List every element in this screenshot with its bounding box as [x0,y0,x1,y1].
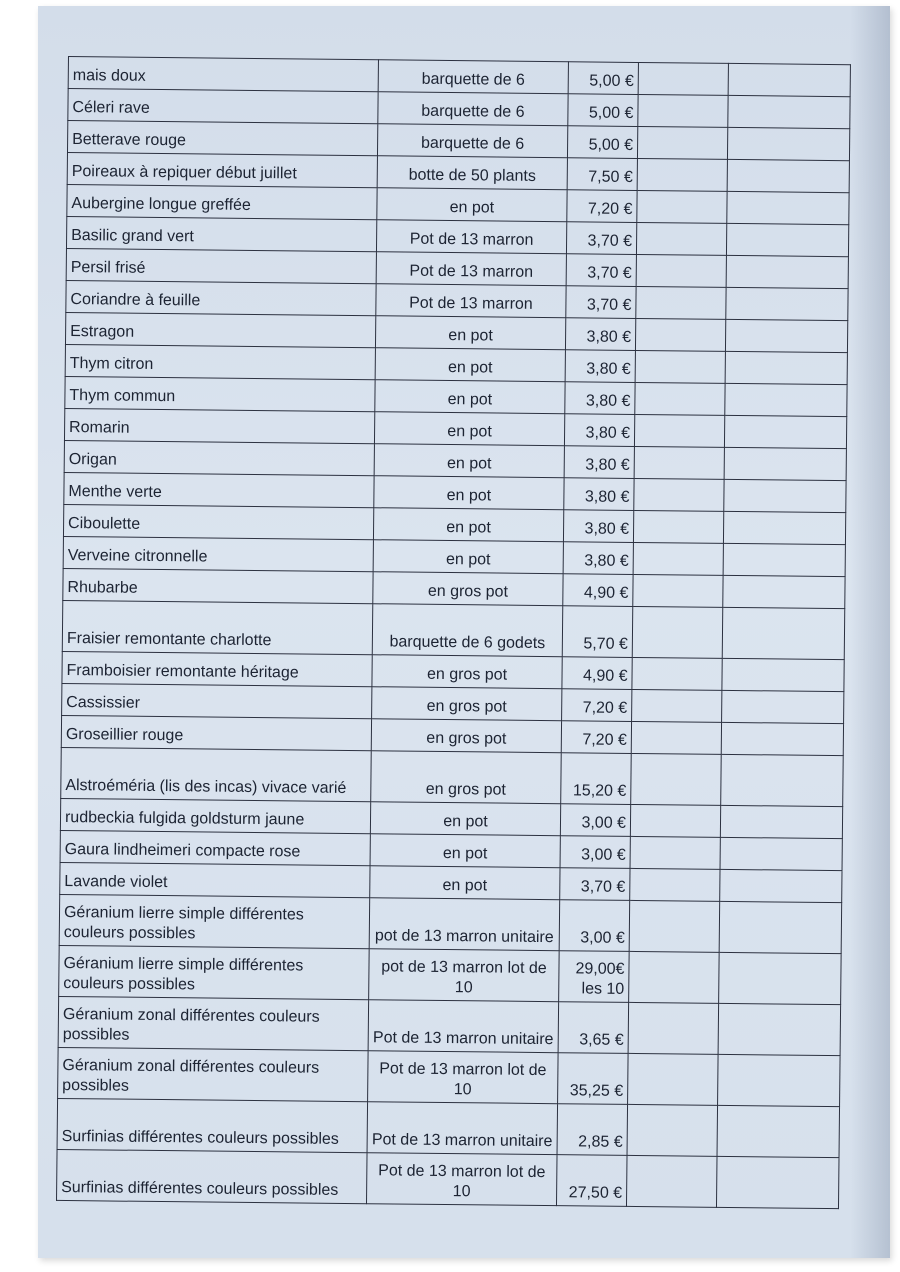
total-cell [727,127,849,160]
packaging: en pot [375,316,565,350]
packaging: barquette de 6 [377,124,567,158]
packaging: pot de 13 marron lot de 10 [369,949,560,1002]
price: 7,50 € [567,158,637,191]
price: 3,80 € [565,318,635,351]
plant-name: Rhubarbe [63,568,373,603]
price: 3,80 € [564,478,634,511]
table-row [57,1149,839,1208]
plant-name: Estragon [65,312,375,347]
plant-name: Ciboulette [63,504,373,539]
total-cell [724,415,846,448]
price: 35,25 € [558,1053,629,1105]
packaging: Pot de 13 marron [376,284,566,318]
plant-name: Aubergine longue greffée [67,184,377,219]
quantity-cell [636,254,726,287]
packaging: en pot [377,188,567,222]
quantity-cell [630,804,720,837]
total-cell [728,95,850,128]
quantity-cell [626,1155,717,1207]
quantity-cell [629,951,720,1003]
price: 7,20 € [567,190,637,223]
price: 5,00 € [568,62,638,95]
total-cell [725,351,847,384]
quantity-cell [633,510,723,543]
price: 3,80 € [565,350,635,383]
quantity-cell [631,721,721,754]
price: 15,20 € [561,753,632,805]
plant-name: Thym citron [65,344,375,379]
packaging: en gros pot [372,655,562,689]
total-cell [717,1105,840,1157]
total-cell [720,805,842,838]
packaging: pot de 13 marron unitaire [369,898,560,951]
packaging: barquette de 6 [378,92,568,126]
price: 3,80 € [564,446,634,479]
plant-name: Menthe verte [64,472,374,507]
plant-name: Surfinias différentes couleurs possibles [57,1098,368,1152]
plant-name: Céleri rave [68,89,378,124]
price: 7,20 € [561,721,631,754]
packaging: en gros pot [372,687,562,721]
total-cell [723,543,845,576]
plant-name: Gaura lindheimeri compacte rose [60,830,370,865]
total-cell [726,223,848,256]
plant-name: Verveine citronnelle [63,536,373,571]
price: 5,70 € [562,606,633,658]
total-cell [726,255,848,288]
quantity-cell [629,900,720,952]
total-cell [728,63,850,96]
quantity-cell [634,478,724,511]
price: 27,50 € [556,1155,627,1207]
table-row [59,945,841,1004]
packaging: en gros pot [371,719,561,753]
packaging: Pot de 13 marron [376,252,566,286]
total-cell [727,191,849,224]
quantity-cell [630,868,720,901]
total-cell [723,511,845,544]
packaging: Pot de 13 marron [376,220,566,254]
price: 3,00 € [560,804,630,837]
packaging: en pot [373,540,563,574]
quantity-cell [630,836,720,869]
total-cell [719,901,842,953]
plant-price-table [56,56,851,1209]
quantity-cell [637,126,727,159]
plant-name: Géranium zonal différentes couleurs possibles [58,1047,369,1101]
plant-name: Géranium lierre simple différentes couleurs possibles [59,945,370,999]
total-cell [725,383,847,416]
total-cell [724,447,846,480]
packaging: en gros pot [371,751,562,804]
plant-name: Persil frisé [66,248,376,283]
price: 29,00€ les 10 [559,951,630,1003]
quantity-cell [633,542,723,575]
price: 3,80 € [563,542,633,575]
quantity-cell [632,606,723,658]
price: 3,65 € [558,1002,629,1054]
price: 2,85 € [557,1104,628,1156]
packaging: en gros pot [373,572,563,606]
price: 3,80 € [563,510,633,543]
price: 4,90 € [562,657,632,690]
total-cell [725,319,847,352]
plant-name: rudbeckia fulgida goldsturm jaune [60,798,370,833]
price: 4,90 € [563,574,633,607]
packaging: en pot [374,444,564,478]
quantity-cell [631,753,722,805]
price: 3,00 € [559,900,630,952]
table-row [62,600,844,659]
quantity-cell [635,382,725,415]
quantity-cell [628,1053,719,1105]
price: 3,70 € [566,254,636,287]
quantity-cell [638,62,728,95]
price: 7,20 € [562,689,632,722]
price: 3,80 € [564,414,634,447]
quantity-cell [633,574,723,607]
quantity-cell [636,222,726,255]
price: 3,70 € [560,868,630,901]
plant-name: Thym commun [65,376,375,411]
packaging: Pot de 13 marron lot de 10 [368,1051,559,1104]
total-cell [727,159,849,192]
plant-name: mais doux [68,57,378,92]
total-cell [720,837,842,870]
table-row [61,747,843,806]
total-cell [722,658,844,691]
plant-name: Cassissier [62,683,372,718]
total-cell [726,287,848,320]
plant-name: Basilic grand vert [66,216,376,251]
quantity-cell [634,414,724,447]
total-cell [718,1054,841,1106]
quantity-cell [635,318,725,351]
packaging: en pot [370,834,560,868]
packaging: botte de 50 plants [377,156,567,190]
packaging: en pot [375,348,565,382]
quantity-cell [638,94,728,127]
plant-name: Romarin [64,408,374,443]
quantity-cell [628,1002,719,1054]
plant-name: Groseillier rouge [61,715,371,750]
plant-name: Coriandre à feuille [66,280,376,315]
table-row [58,996,840,1055]
table-row [59,894,841,953]
packaging: Pot de 13 marron lot de 10 [366,1153,557,1206]
price: 5,00 € [568,94,638,127]
packaging: barquette de 6 [378,60,568,94]
quantity-cell [637,190,727,223]
quantity-cell [634,446,724,479]
quantity-cell [632,689,722,722]
total-cell [721,754,844,806]
table-row [58,1047,840,1106]
packaging: barquette de 6 godets [372,604,563,657]
scanned-page [38,6,890,1258]
plant-name: Géranium zonal différentes couleurs possibles [58,996,369,1050]
total-cell [718,1003,841,1055]
quantity-cell [632,657,722,690]
table-row [57,1098,839,1157]
total-cell [719,952,842,1004]
plant-name: Fraisier remontante charlotte [62,600,373,654]
plant-name: Lavande violet [60,862,370,897]
quantity-cell [636,286,726,319]
plant-name: Poireaux à repiquer début juillet [67,152,377,187]
total-cell [722,607,845,659]
price: 3,80 € [565,382,635,415]
plant-name: Framboisier remontante héritage [62,651,372,686]
packaging: en pot [373,508,563,542]
price: 3,70 € [566,222,636,255]
plant-name: Alstroéméria (lis des incas) vivace varié [61,747,372,801]
quantity-cell [635,350,725,383]
packaging: Pot de 13 marron unitaire [368,1000,559,1053]
packaging: en pot [370,866,560,900]
total-cell [722,690,844,723]
quantity-cell [627,1104,718,1156]
plant-name: Surfinias différentes couleurs possibles [57,1149,368,1203]
packaging: en pot [374,476,564,510]
plant-name: Géranium lierre simple différentes couleurs possibles [59,894,370,948]
packaging: en pot [370,802,560,836]
plant-name: Betterave rouge [67,121,377,156]
total-cell [724,479,846,512]
price: 3,70 € [566,286,636,319]
total-cell [723,575,845,608]
total-cell [720,869,842,902]
packaging: en pot [374,412,564,446]
price: 3,00 € [560,836,630,869]
plant-name: Origan [64,440,374,475]
packaging: Pot de 13 marron unitaire [367,1102,558,1155]
price: 5,00 € [567,126,637,159]
quantity-cell [637,158,727,191]
total-cell [716,1156,839,1208]
total-cell [721,722,843,755]
packaging: en pot [375,380,565,414]
